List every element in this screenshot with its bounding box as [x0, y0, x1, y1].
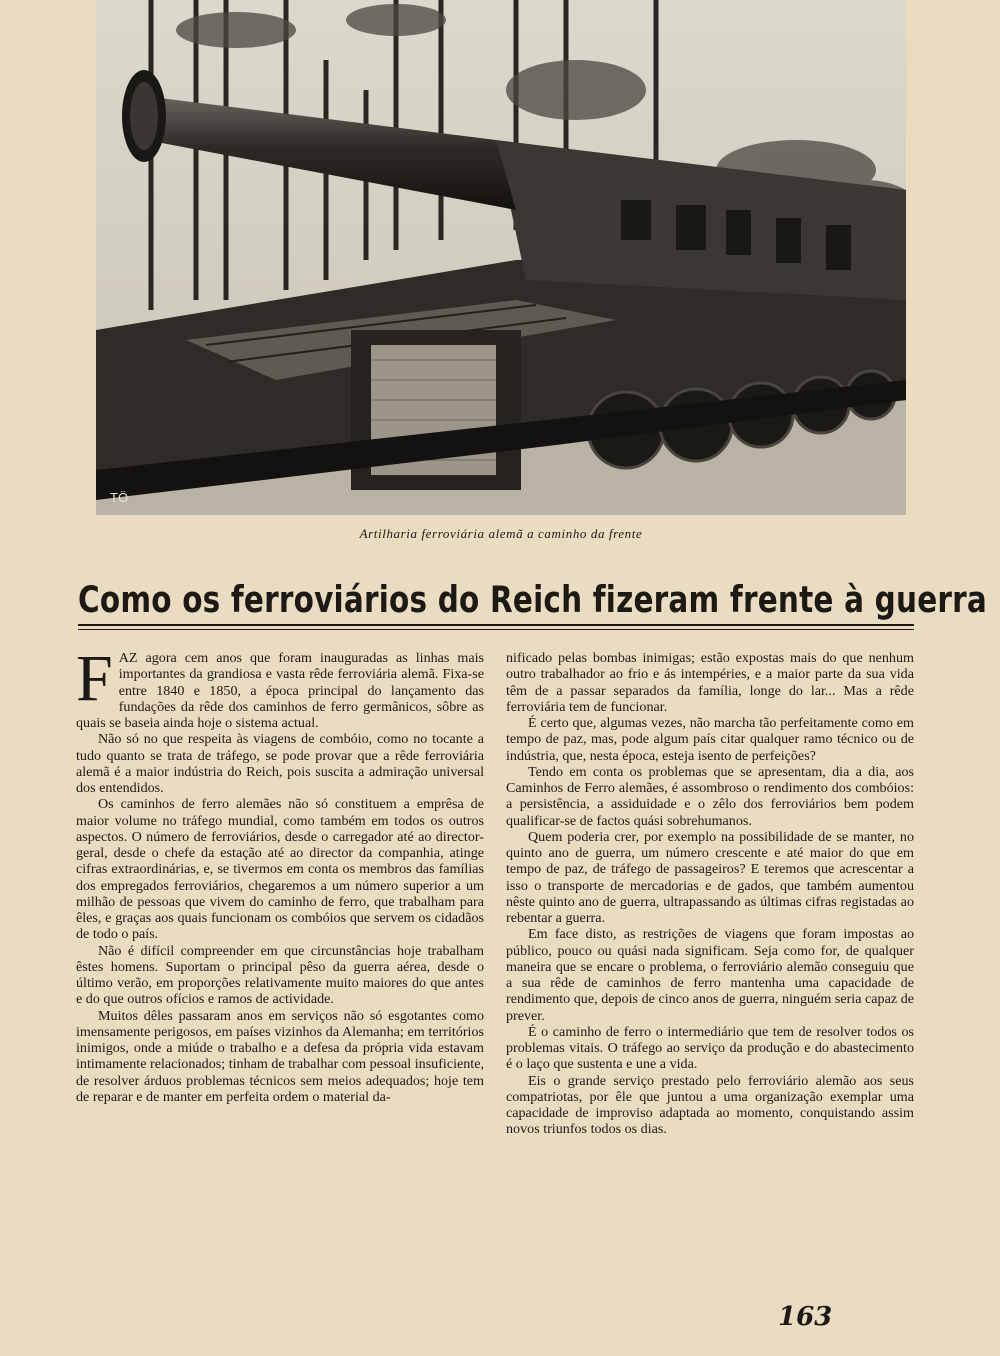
right-column	[506, 650, 914, 1138]
page-number: 163	[778, 1302, 833, 1332]
paragraph: Em face disto, as restrições de viagens que foram impostas ao público, pouco ou quási nada significam. Seja como for, de qualquer maneira que se encare o problema, o ferroviário alemão conseguiu que a sua rêde de caminhos de ferro mantenha uma capacidade de rendimento que, depois de cinco anos de guerra, ninguém seria capaz de prever.	[506, 926, 914, 1024]
headline-rule-thin	[78, 629, 914, 630]
article-headline: Como os ferroviários do Reich fizeram frente à guerra	[78, 578, 988, 621]
drop-cap: F	[76, 642, 113, 715]
paragraph: É certo que, algumas vezes, não marcha tão perfeitamente como em tempo de paz, mas, pode algum país citar qualquer ramo técnico ou de indústria, que, nesta época, esteja isento de perfeições?	[506, 715, 914, 764]
paragraph: nificado pelas bombas inimigas; estão expostas mais do que nenhum outro trabalhador ao frio e ás intempéries, e a maior parte da sua vida têm de a passar separados da família, longe do lar... Mas a rêde ferroviária tem de funcionar.	[506, 650, 914, 715]
railway-gun-illustration	[96, 0, 906, 515]
paragraph: Quem poderia crer, por exemplo na possibilidade de se manter, no quinto ano de guerra, um número crescente e até maior do que em tempo de paz, de tráfego de passageiros? E teremos que acrescentar a isso o transporte de mercadorias e de gados, que também aumentou nêste quinto ano de guerra, ultrapassando as últimas cifras registadas ao rebentar a guerra.	[506, 828, 914, 926]
photo-signature: TÖ	[110, 490, 129, 505]
left-column	[76, 642, 484, 1105]
railway-artillery-photo	[96, 0, 906, 515]
paragraph: Tendo em conta os problemas que se apresentam, dia a dia, aos Caminhos de Ferro alemães, é assombroso o rendimento dos combóios: a persistência, a assiduidade e o zêlo dos ferroviários bem podem qualificar-se de factos quási sobrehumanos.	[506, 763, 914, 829]
headline-rule	[78, 624, 914, 626]
paragraph: FAZ agora cem anos que foram inauguradas as linhas mais importantes da grandiosa e vasta rêde ferroviária alemã. Fixa-se entre 1840 e 1850, a época principal do lançamento das fundações da rêde dos caminhos de ferro germânicos, sôbre as quais se baseia ainda hoje o sistema actual.	[76, 642, 484, 731]
paragraph: É o caminho de ferro o intermediário que tem de resolver todos os problemas vitais. O tráfego ao serviço da produção e do abastecimento é o laço que sustenta e une a vida.	[506, 1023, 914, 1073]
photo-caption: Artilharia ferroviária alemã a caminho da frente	[359, 526, 643, 541]
paragraph: Os caminhos de ferro alemães não só constituem a emprêsa de maior volume no tráfego mundial, como também em todos os outros aspectos. O número de ferroviários, desde o carregador até ao director-geral, desde o chefe da estação até ao director da companhia, atinge cifras extraordinárias, e, se tivermos em conta os membros das famílias dos empregados ferroviários, chegaremos a um número superior a um milhão de pessoas que vivem do caminho de ferro, que trabalham para êles, e graças aos quais funcionam os combóios que servem os cidadãos de todo o país.	[76, 796, 484, 943]
paragraph: Eis o grande serviço prestado pelo ferroviário alemão aos seus compatriotas, por êle que juntou a uma organização exemplar uma capacidade de improviso adaptada ao momento, conquistando assim novos triunfos todos os dias.	[506, 1072, 914, 1138]
paragraph: Muitos dêles passaram anos em serviços não só esgotantes como imensamente perigosos, em países vizinhos da Alemanha; em territórios inimigos, onde a miúde o trabalho e a defesa da própria vida estavam intimamente relacionados; tinham de trabalhar com pessoal insuficiente, de resolver árduos problemas técnicos sem meios adequados; hoje tem de reparar e de manter em perfeita ordem o material da-	[76, 1007, 484, 1105]
paragraph: Não é difícil compreender em que circunstâncias hoje trabalham êstes homens. Suportam o principal pêso da guerra aérea, desde o último verão, em proporções relativamente muito maiores do que antes e do que outros ofícios e ramos de actividade.	[76, 942, 484, 1008]
paragraph: Não só no que respeita às viagens de combóio, como no tocante a tudo quanto se trata de tráfego, se pode provar que a rêde ferroviária alemã é a maior indústria do Reich, pois suscita a admiração universal dos entendidos.	[76, 731, 484, 796]
